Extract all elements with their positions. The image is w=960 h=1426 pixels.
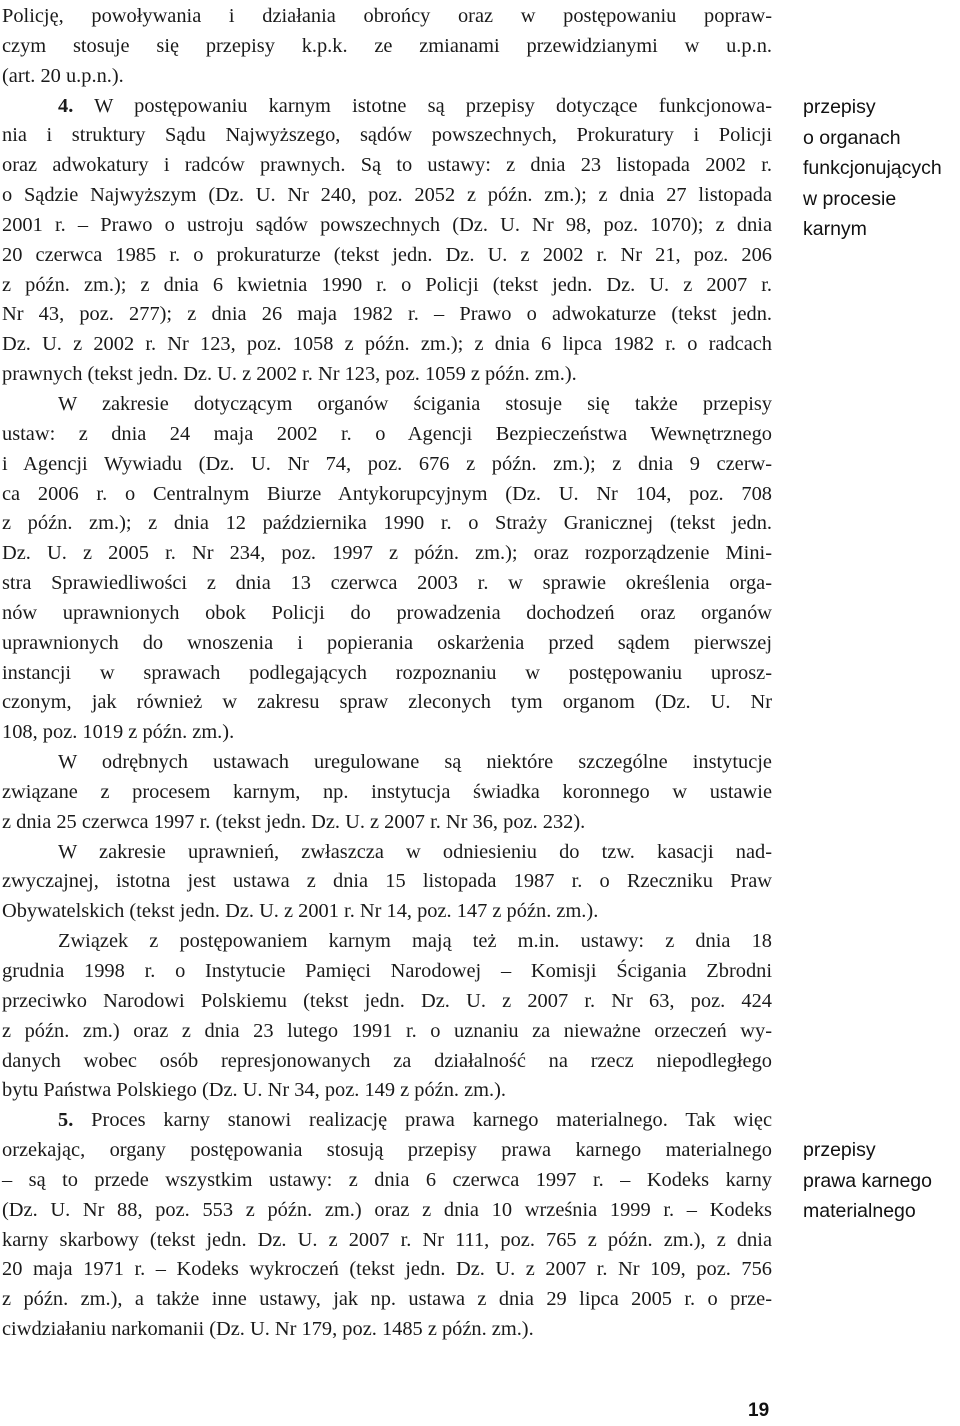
text-line-content: Dz. U. z 2002 r. Nr 123, poz. 1058 z późn. zm.); z dnia 6 lipca 1982 r. o radcach: [2, 333, 772, 356]
text-line-content: W zakresie dotyczącym organów ścigania stosuje się także przepisy: [58, 392, 772, 415]
text-line-content: danych wobec osób represjonowanych za działalność na rzecz niepodległego: [2, 1049, 772, 1072]
text-line-content: czym stosuje się przepisy k.p.k. ze zmianami przewidzianymi w u.p.n.: [2, 34, 772, 57]
text-line: [2, 181, 772, 211]
margin-note-substantive-law: [803, 1135, 960, 1227]
text-line-content: z późn. zm.); z dnia 6 kwietnia 1990 r. o Policji (tekst jedn. Dz. U. z 2007 r.: [2, 273, 772, 296]
text-line: [2, 300, 772, 330]
text-line-content: instancji w sprawach podlegających rozpoznaniu w postępowaniu uprosz-: [2, 661, 772, 684]
text-line-content: Związek z postępowaniem karnym mają też m.in. ustawy: z dnia 18: [58, 930, 772, 953]
paragraph-p-odrebne: [2, 748, 772, 838]
text-line-content: z dnia 25 czerwca 1997 r. (tekst jedn. Dz. U. z 2007 r. Nr 36, poz. 232).: [2, 810, 586, 833]
text-line-content: W odrębnych ustawach uregulowane są niektóre szczególne instytucje: [58, 751, 772, 774]
margin-note-line: przepisy: [803, 96, 876, 118]
text-line: [2, 927, 772, 957]
text-line-content: z późn. zm.); z dnia 12 października 1990 r. o Straży Granicznej (tekst jedn.: [2, 512, 772, 535]
margin-note-line: prawa karnego: [803, 1169, 932, 1192]
text-line-content: 2001 r. – Prawo o ustroju sądów powszechnych (Dz. U. Nr 98, poz. 1070); z dnia: [2, 213, 772, 236]
text-line-content: stra Sprawiedliwości z dnia 13 czerwca 2003 r. w sprawie określenia orga-: [2, 572, 772, 595]
text-line-content: grudnia 1998 r. o Instytucie Pamięci Narodowej – Komisji Ścigania Zbrodni: [2, 960, 772, 982]
text-line: [2, 151, 772, 181]
text-line: [2, 360, 772, 390]
text-line-content: (Dz. U. Nr 88, poz. 553 z późn. zm.) oraz z dnia 10 września 1999 r. – Kodeks: [2, 1198, 772, 1221]
text-line: [2, 509, 772, 539]
section-number: 4.: [58, 94, 74, 117]
main-text: [2, 2, 772, 1345]
paragraph-p5: [2, 1106, 772, 1345]
margin-note-line: funkcjonujących: [803, 157, 942, 179]
paragraph-p4: [2, 92, 772, 390]
text-line-content: 20 czerwca 1985 r. o prokuraturze (tekst jedn. Dz. U. z 2002 r. Nr 21, poz. 206: [2, 243, 772, 266]
text-line: [2, 450, 772, 480]
text-line-content: W postępowaniu karnym istotne są przepisy dotyczące funkcjonowa-: [73, 94, 772, 117]
text-line: [2, 1255, 772, 1285]
paragraph-p-organy: [2, 390, 772, 748]
section-number: 5.: [58, 1109, 74, 1132]
text-line-content: i Agencji Wywiadu (Dz. U. Nr 74, poz. 676 z późn. zm.); z dnia 9 czerw-: [2, 452, 772, 475]
text-line: [2, 838, 772, 868]
text-line: [2, 121, 772, 151]
margin-note-organs: [803, 92, 960, 245]
text-line: [2, 897, 772, 927]
text-line-content: ustaw: z dnia 24 maja 2002 r. o Agencji Bezpieczeństwa Wewnętrznego: [2, 422, 772, 445]
text-line-content: ca 2006 r. o Centralnym Biurze Antykorupcyjnym (Dz. U. Nr 104, poz. 708: [2, 482, 772, 505]
text-line: [2, 480, 772, 510]
page-number: 19: [748, 1400, 770, 1421]
text-line-content: przeciwko Narodowi Polskiemu (tekst jedn. Dz. U. z 2007 r. Nr 63, poz. 424: [2, 989, 772, 1012]
text-line: [2, 1076, 772, 1106]
text-line: [2, 629, 772, 659]
text-line-content: nów uprawnionych obok Policji do prowadzenia dochodzeń oraz organów: [2, 601, 772, 624]
text-line-content: z późn. zm.), a także inne ustawy, jak np. ustawa z dnia 29 lipca 2005 r. o prze-: [2, 1288, 772, 1311]
text-line-content: oraz adwokatury i radców prawnych. Są to ustawy: z dnia 23 listopada 2002 r.: [2, 154, 772, 177]
text-line-content: 20 maja 1971 r. – Kodeks wykroczeń (tekst jedn. Dz. U. z 2007 r. Nr 109, poz. 756: [2, 1258, 772, 1281]
text-line: [2, 211, 772, 241]
text-line-content: Obywatelskich (tekst jedn. Dz. U. z 2001 r. Nr 14, poz. 147 z późn. zm.).: [2, 900, 599, 923]
margin-note-line: materialnego: [803, 1200, 916, 1222]
text-line-content: zwyczajnej, istotna jest ustawa z dnia 15 listopada 1987 r. o Rzeczniku Praw: [2, 870, 772, 893]
text-line: [2, 32, 772, 62]
text-line-content: Dz. U. z 2005 r. Nr 234, poz. 1997 z późn. zm.); oraz rozporządzenie Mini-: [2, 542, 772, 565]
text-line: [2, 688, 772, 718]
text-line: [2, 1136, 772, 1166]
text-line: [2, 569, 772, 599]
text-line-content: karny skarbowy (tekst jedn. Dz. U. z 2007 r. Nr 111, poz. 765 z późn. zm.), z dnia: [2, 1228, 772, 1251]
text-line: [2, 867, 772, 897]
text-line: [2, 1106, 772, 1136]
text-line: [2, 330, 772, 360]
text-line: [2, 1196, 772, 1226]
text-line: [2, 957, 772, 987]
text-line: [2, 92, 772, 122]
text-line: [2, 420, 772, 450]
text-line: [2, 718, 772, 748]
text-line-content: orzekając, organy postępowania stosują przepisy prawa karnego materialnego: [2, 1139, 772, 1162]
text-line-content: W zakresie uprawnień, zwłaszcza w odniesieniu do tzw. kasacji nad-: [58, 840, 772, 863]
text-line-content: – są to przede wszystkim ustawy: z dnia 6 czerwca 1997 r. – Kodeks karny: [2, 1168, 772, 1191]
text-line: [2, 659, 772, 689]
text-line-content: związane z procesem karnym, np. instytucja świadka koronnego w ustawie: [2, 780, 772, 803]
text-line: [2, 808, 772, 838]
text-line: [2, 778, 772, 808]
text-line-content: o Sądzie Najwyższym (Dz. U. Nr 240, poz. 2052 z późn. zm.); z dnia 27 listopada: [2, 184, 772, 207]
text-line-content: 108, poz. 1019 z późn. zm.).: [2, 721, 235, 744]
text-line: [2, 748, 772, 778]
margin-note-line: przepisy: [803, 1139, 876, 1161]
text-line: [2, 1017, 772, 1047]
text-line: [2, 1047, 772, 1077]
text-line-content: bytu Państwa Polskiego (Dz. U. Nr 34, poz. 149 z późn. zm.).: [2, 1079, 507, 1102]
text-line-content: czonym, jak również w zakresu spraw zleconych tym organom (Dz. U. Nr: [2, 691, 772, 714]
text-line-content: (art. 20 u.p.n.).: [2, 64, 124, 87]
text-line: [2, 1166, 772, 1196]
paragraph-p-cont: [2, 2, 772, 92]
text-line: [2, 241, 772, 271]
text-line-content: Nr 43, poz. 277); z dnia 26 maja 1982 r. – Prawo o adwokaturze (tekst jedn.: [2, 303, 772, 326]
paragraph-p-ipn: [2, 927, 772, 1106]
margin-note-line: w procesie: [803, 187, 897, 210]
text-line: [2, 987, 772, 1017]
text-line: [2, 2, 772, 32]
text-line-content: Proces karny stanowi realizację prawa karnego materialnego. Tak więc: [73, 1109, 772, 1132]
text-line-content: Policję, powoływania i działania obrońcy oraz w postępowaniu popraw-: [2, 5, 772, 27]
text-line: [2, 1226, 772, 1256]
text-line-content: uprawnionych do wnoszenia i popierania oskarżenia przed sądem pierwszej: [2, 631, 772, 654]
text-line: [2, 1285, 772, 1315]
text-line-content: prawnych (tekst jedn. Dz. U. z 2002 r. Nr 123, poz. 1059 z późn. zm.).: [2, 363, 577, 386]
text-line: [2, 1315, 772, 1345]
text-line-content: z późn. zm.) oraz z dnia 23 lutego 1991 r. o uznaniu za nieważne orzeczeń wy-: [2, 1019, 772, 1042]
text-line: [2, 599, 772, 629]
text-line-content: ciwdziałaniu narkomanii (Dz. U. Nr 179, poz. 1485 z późn. zm.).: [2, 1318, 534, 1341]
text-line: [2, 539, 772, 569]
text-line: [2, 271, 772, 301]
paragraph-p-kasacja: [2, 838, 772, 928]
text-line: [2, 62, 772, 92]
text-line-content: nia i struktury Sądu Najwyższego, sądów powszechnych, Prokuratury i Policji: [2, 124, 772, 147]
margin-note-line: karnym: [803, 218, 867, 240]
text-line: [2, 390, 772, 420]
margin-note-line: o organach: [803, 126, 901, 149]
